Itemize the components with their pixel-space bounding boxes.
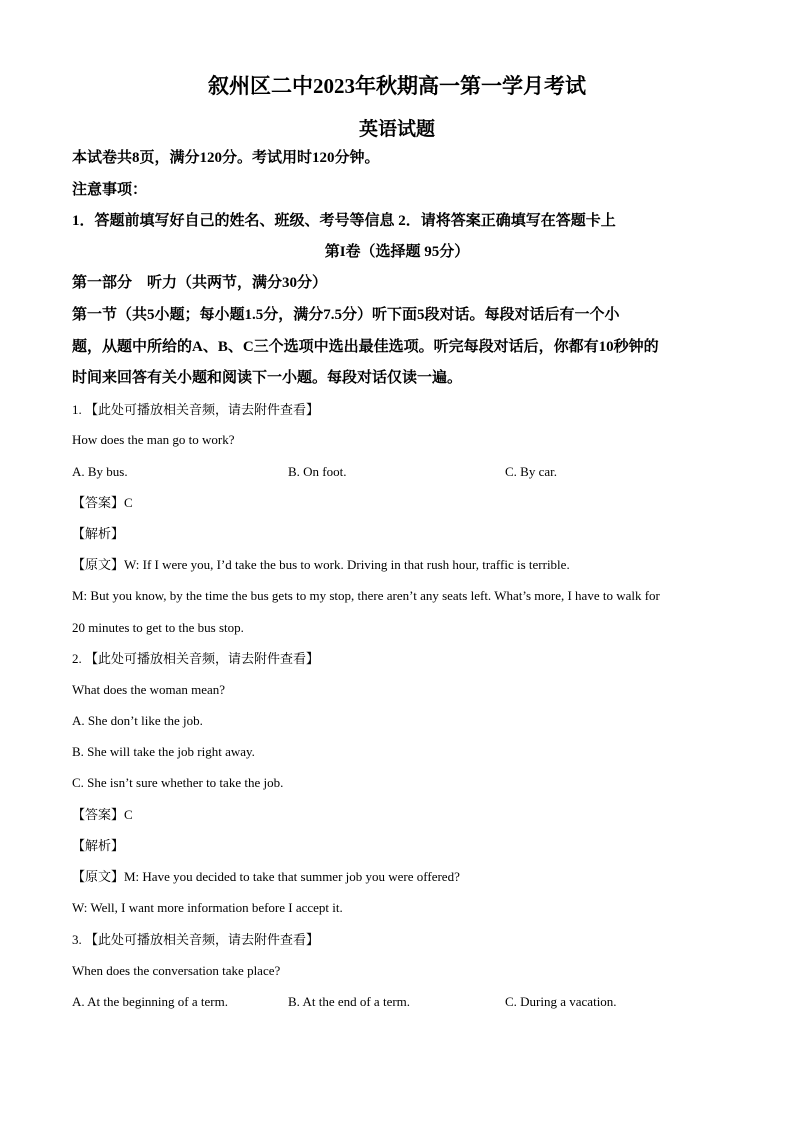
q2-script-line2: W: Well, I want more information before I accept it. (72, 900, 343, 915)
q3-audio-placeholder: 3. 【此处可播放相关音频，请去附件查看】 (72, 932, 320, 947)
exam-info: 本试卷共8页，满分120分。考试用时120分钟。 (72, 150, 380, 166)
q2-option-c: C. She isn’t sure whether to take the job. (72, 775, 284, 790)
section1-instructions-line2: 题，从题中所给的A、B、C三个选项中选出最佳选项。听完每段对话后，你都有10秒钟的 (72, 339, 659, 355)
q1-option-b: B. On foot. (288, 464, 347, 479)
notice-label: 注意事项： (72, 182, 148, 198)
q1-audio-placeholder: 1. 【此处可播放相关音频，请去附件查看】 (72, 402, 320, 417)
q1-script-line2: M: But you know, by the time the bus gets to my stop, there aren’t any seats left. What’s more, I have to walk for (72, 588, 660, 603)
q1-option-c: C. By car. (505, 464, 557, 479)
q2-option-a: A. She don’t like the job. (72, 713, 203, 728)
q3-option-b: B. At the end of a term. (288, 994, 411, 1009)
section1-instructions-line1: 第一节（共5小题；每小题1.5分，满分7.5分）听下面5段对话。每段对话后有一个小 (72, 307, 620, 323)
q2-option-b: B. She will take the job right away. (72, 744, 255, 759)
section1-instructions-line3: 时间来回答有关小题和阅读下一小题。每段对话仅读一遍。 (72, 370, 463, 386)
exam-title: 叙州区二中2023年秋期高一第一学月考试 (208, 74, 586, 98)
exam-subtitle: 英语试题 (358, 119, 435, 140)
q1-answer: 【答案】C (72, 495, 133, 510)
q2-script-line1: 【原文】M: Have you decided to take that summer job you were offered? (72, 869, 460, 884)
q1-script-line1: 【原文】W: If I were you, I’d take the bus to work. Driving in that rush hour, traffic is terrible. (72, 557, 570, 572)
part1-heading: 第一部分 听力（共两节，满分30分） (72, 275, 328, 291)
q3-question: When does the conversation take place? (72, 963, 281, 978)
q1-script-line3: 20 minutes to get to the bus stop. (72, 620, 244, 635)
notice-item-1: 1．答题前填写好自己的姓名、班级、考号等信息 2．请将答案正确填写在答题卡上 (72, 213, 616, 229)
volume-heading: 第I卷（选择题 95分） (324, 244, 470, 260)
q2-audio-placeholder: 2. 【此处可播放相关音频，请去附件查看】 (72, 651, 320, 666)
q1-option-a: A. By bus. (72, 464, 128, 479)
q2-analysis-label: 【解析】 (72, 838, 125, 853)
q2-question: What does the woman mean? (72, 682, 226, 697)
q1-question: How does the man go to work? (72, 432, 235, 447)
q1-analysis-label: 【解析】 (72, 526, 125, 541)
q3-option-c: C. During a vacation. (505, 994, 617, 1009)
q3-option-a: A. At the beginning of a term. (72, 994, 228, 1009)
q2-answer: 【答案】C (72, 807, 133, 822)
